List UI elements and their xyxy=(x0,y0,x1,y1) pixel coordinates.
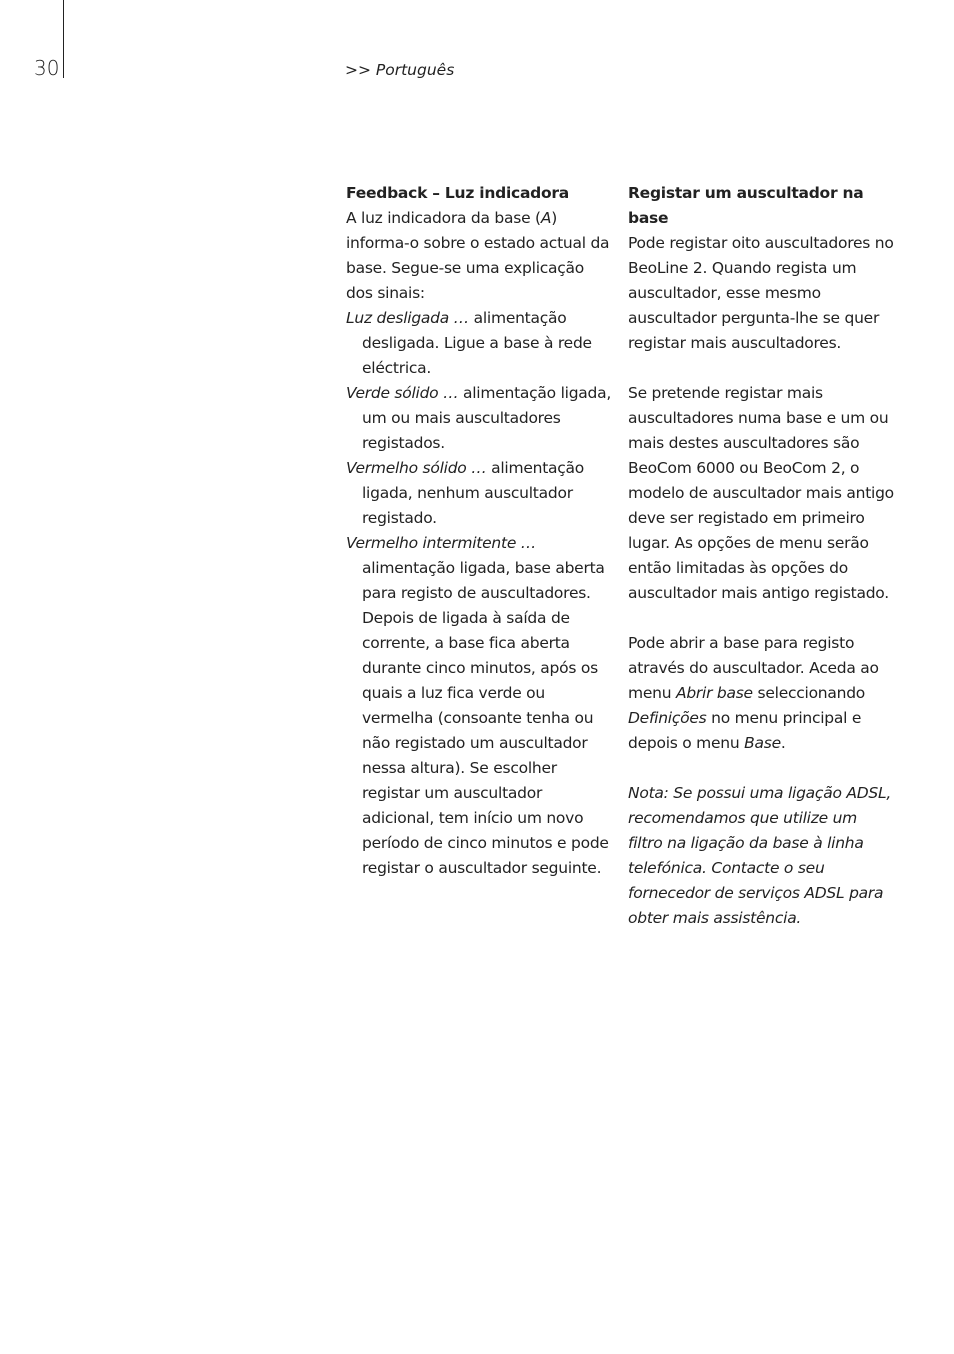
right-column xyxy=(628,181,894,931)
paragraph-gap xyxy=(628,606,894,631)
para3-text: seleccionando xyxy=(752,684,866,702)
signal-item-red xyxy=(346,456,612,531)
feedback-heading: Feedback – Luz indicadora xyxy=(346,184,570,202)
signal-term: Vermelho intermitente … xyxy=(346,534,537,552)
para3-text: no menu principal e depois o menu xyxy=(628,709,862,752)
signal-text: alimentação ligada, nenhum auscultador registado. xyxy=(362,459,585,527)
signal-item-green xyxy=(346,381,612,456)
paragraph-gap xyxy=(628,756,894,781)
menu-name-base: Base xyxy=(744,734,781,752)
feedback-intro xyxy=(346,206,612,306)
register-paragraph-3 xyxy=(628,631,894,756)
intro-text-after: ) informa-o sobre o estado actual da base. Segue-se uma explicação dos sinais: xyxy=(346,209,610,302)
register-paragraph-1: Pode registar oito auscultadores no BeoLine 2. Quando regista um auscultador, esse mesmo auscultador pergunta-lhe se quer registar mais auscultadores. xyxy=(628,234,894,352)
page-number: 30 xyxy=(34,56,60,80)
menu-name-open-base: Abrir base xyxy=(675,684,753,702)
menu-name-settings: Definições xyxy=(628,709,707,727)
section-label: >> Português xyxy=(345,61,455,79)
signal-term: Vermelho sólido … xyxy=(346,459,487,477)
signal-item-off xyxy=(346,306,612,381)
register-heading: Registar um auscultador na base xyxy=(628,184,864,227)
para3-text: . xyxy=(780,734,786,752)
register-paragraph-2: Se pretende registar mais auscultadores numa base e um ou mais destes auscultadores são BeoCom 6000 ou BeoCom 2, o modelo de auscultador mais antigo deve ser registado em primeiro lugar. As opções de menu serão então limitadas às opções do auscultador mais antigo registado. xyxy=(628,384,894,602)
adsl-note: Nota: Se possui uma ligação ADSL, recomendamos que utilize um filtro na ligação da base à linha telefónica. Contacte o seu fornecedor de serviços ADSL para obter mais assistência. xyxy=(628,784,892,927)
signal-text: alimentação ligada, base aberta para registo de auscultadores. Depois de ligada à saída de corrente, a base fica aberta durante cinco minutos, após os quais a luz fica verde ou vermelha (consoante tenha ou não registado um auscultador nessa altura). Se escolher registar um auscultador adicional, tem início um novo período de cinco minutos e pode registar o auscultador seguinte. xyxy=(362,559,609,877)
intro-text-before: A luz indicadora da base ( xyxy=(346,209,541,227)
left-column xyxy=(346,181,612,881)
intro-letter: A xyxy=(540,209,552,227)
signal-term: Verde sólido … xyxy=(346,384,459,402)
signal-text: alimentação desligada. Ligue a base à rede eléctrica. xyxy=(362,309,592,377)
paragraph-gap xyxy=(628,356,894,381)
para3-text: Pode abrir a base para registo através do auscultador. Aceda ao menu xyxy=(628,634,879,702)
page-rule xyxy=(63,0,64,78)
signal-text: alimentação ligada, um ou mais auscultadores registados. xyxy=(362,384,612,452)
signal-term: Luz desligada … xyxy=(346,309,469,327)
signal-item-red-flashing xyxy=(346,531,612,881)
